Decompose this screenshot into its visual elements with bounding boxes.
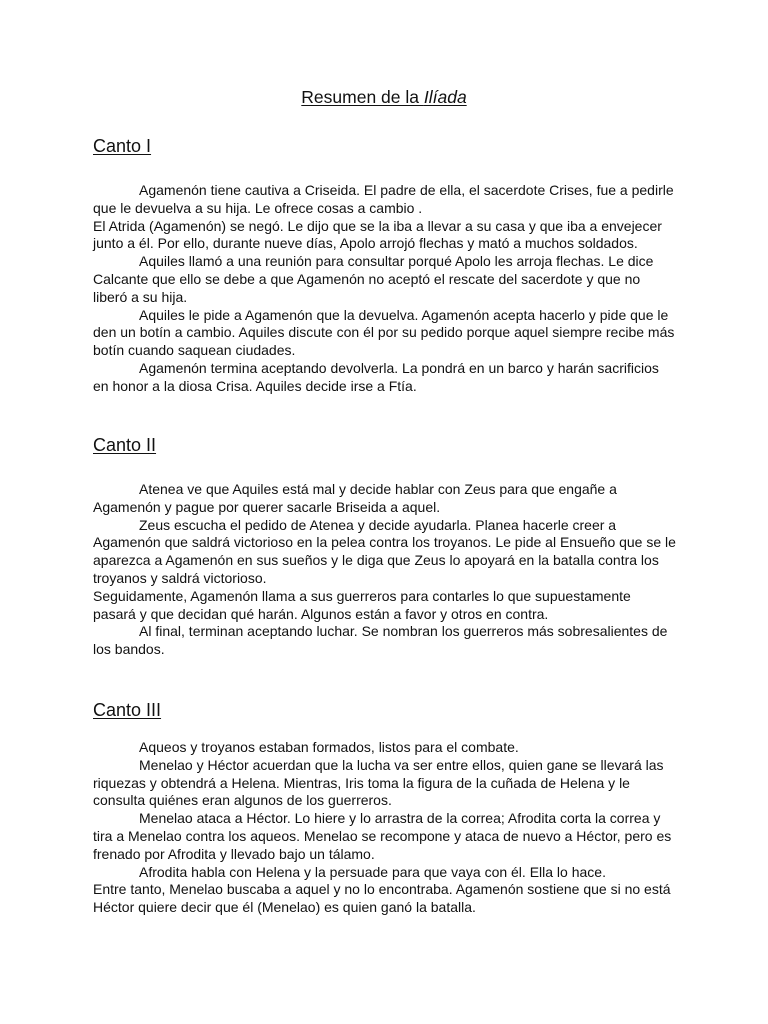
paragraph: Agamenón termina aceptando devolverla. La pondrá en un barco y harán sacrificios en honor a la diosa Crisa. Aquiles decide irse a Ftía. (93, 359, 659, 394)
document-title-italic: Ilíada (423, 87, 467, 107)
paragraph: Agamenón tiene cautiva a Criseida. El padre de ella, el sacerdote Crises, fue a pedirle que le devuelva a su hija. Le ofrece cosas a cambio . (93, 182, 674, 216)
paragraph: Menelao y Héctor acuerdan que la lucha va ser entre ellos, quien gane se llevará las riquezas y obtendrá a Helena. Mientras, Iris toma la figura de la cuñada de Helena y le consulta quiénes eran algunos de los guerreros. (93, 756, 664, 809)
canto-2-heading: Canto II (93, 435, 157, 455)
paragraph: Aquiles le pide a Agamenón que la devuelva. Agamenón acepta hacerlo y pide que le den un botín a cambio. Aquiles discute con él por su pedido porque aquel siempre recibe más botín cuando saquean ciudades. (93, 306, 675, 359)
canto-3-section (93, 699, 677, 916)
paragraph: El Atrida (Agamenón) se negó. Le dijo que se la iba a llevar a su casa y que iba a envejecer junto a él. Por ello, durante nueve días, Apolo arrojó flechas y mató a muchos soldados. (93, 217, 662, 252)
paragraph: Menelao ataca a Héctor. Lo hiere y lo arrastra de la correa; Afrodita corta la correa y tira a Menelao contra los aqueos. Menelao se recompone y ataca de nuevo a Héctor, pero es frenado por Afrodita y llevado bajo un tálamo. (93, 810, 672, 862)
paragraph: Atenea ve que Aquiles está mal y decide hablar con Zeus para que engañe a Agamenón y pague por querer sacarle Briseida a aquel. (93, 481, 617, 515)
document-title-prefix: Resumen de la (301, 87, 424, 107)
canto-3-heading: Canto III (93, 700, 162, 720)
document-title (0, 86, 768, 108)
canto-1-section (93, 135, 677, 394)
canto-3-body (93, 739, 677, 917)
canto-2-section (93, 434, 677, 658)
paragraph: Aquiles llamó a una reunión para consultar porqué Apolo les arroja flechas. Le dice Calcante que ello se debe a que Agamenón no aceptó el rescate del sacerdote y que no liberó a su hija. (93, 253, 654, 305)
document-title-underline (301, 87, 466, 107)
canto-1-body (93, 182, 677, 396)
paragraph: Seguidamente, Agamenón llama a sus guerreros para contarles lo que supuestamente pasará y que decidan qué harán. Algunos están a favor y otros en contra. (93, 587, 631, 622)
paragraph: Aqueos y troyanos estaban formados, listos para el combate. (139, 739, 519, 755)
paragraph: Entre tanto, Menelao buscaba a aquel y no lo encontraba. Agamenón sostiene que si no está Héctor quiere decir que él (Menelao) es quien ganó la batalla. (93, 881, 671, 916)
paragraph: Al final, terminan aceptando luchar. Se nombran los guerreros más sobresalientes de los bandos. (93, 623, 668, 658)
canto-1-heading: Canto I (93, 136, 152, 156)
paragraph: Afrodita habla con Helena y la persuade para que vaya con él. Ella lo hace. (139, 863, 606, 880)
canto-2-body (93, 481, 677, 659)
paragraph: Zeus escucha el pedido de Atenea y decide ayudarla. Planea hacerle creer a Agamenón que saldrá victorioso en la pelea contra los troyanos. Le pide al Ensueño que se le aparezca a Agamenón en sus sueños y le diga que Zeus lo apoyará en la batalla contra los troyanos y saldrá victorioso. (93, 516, 676, 586)
